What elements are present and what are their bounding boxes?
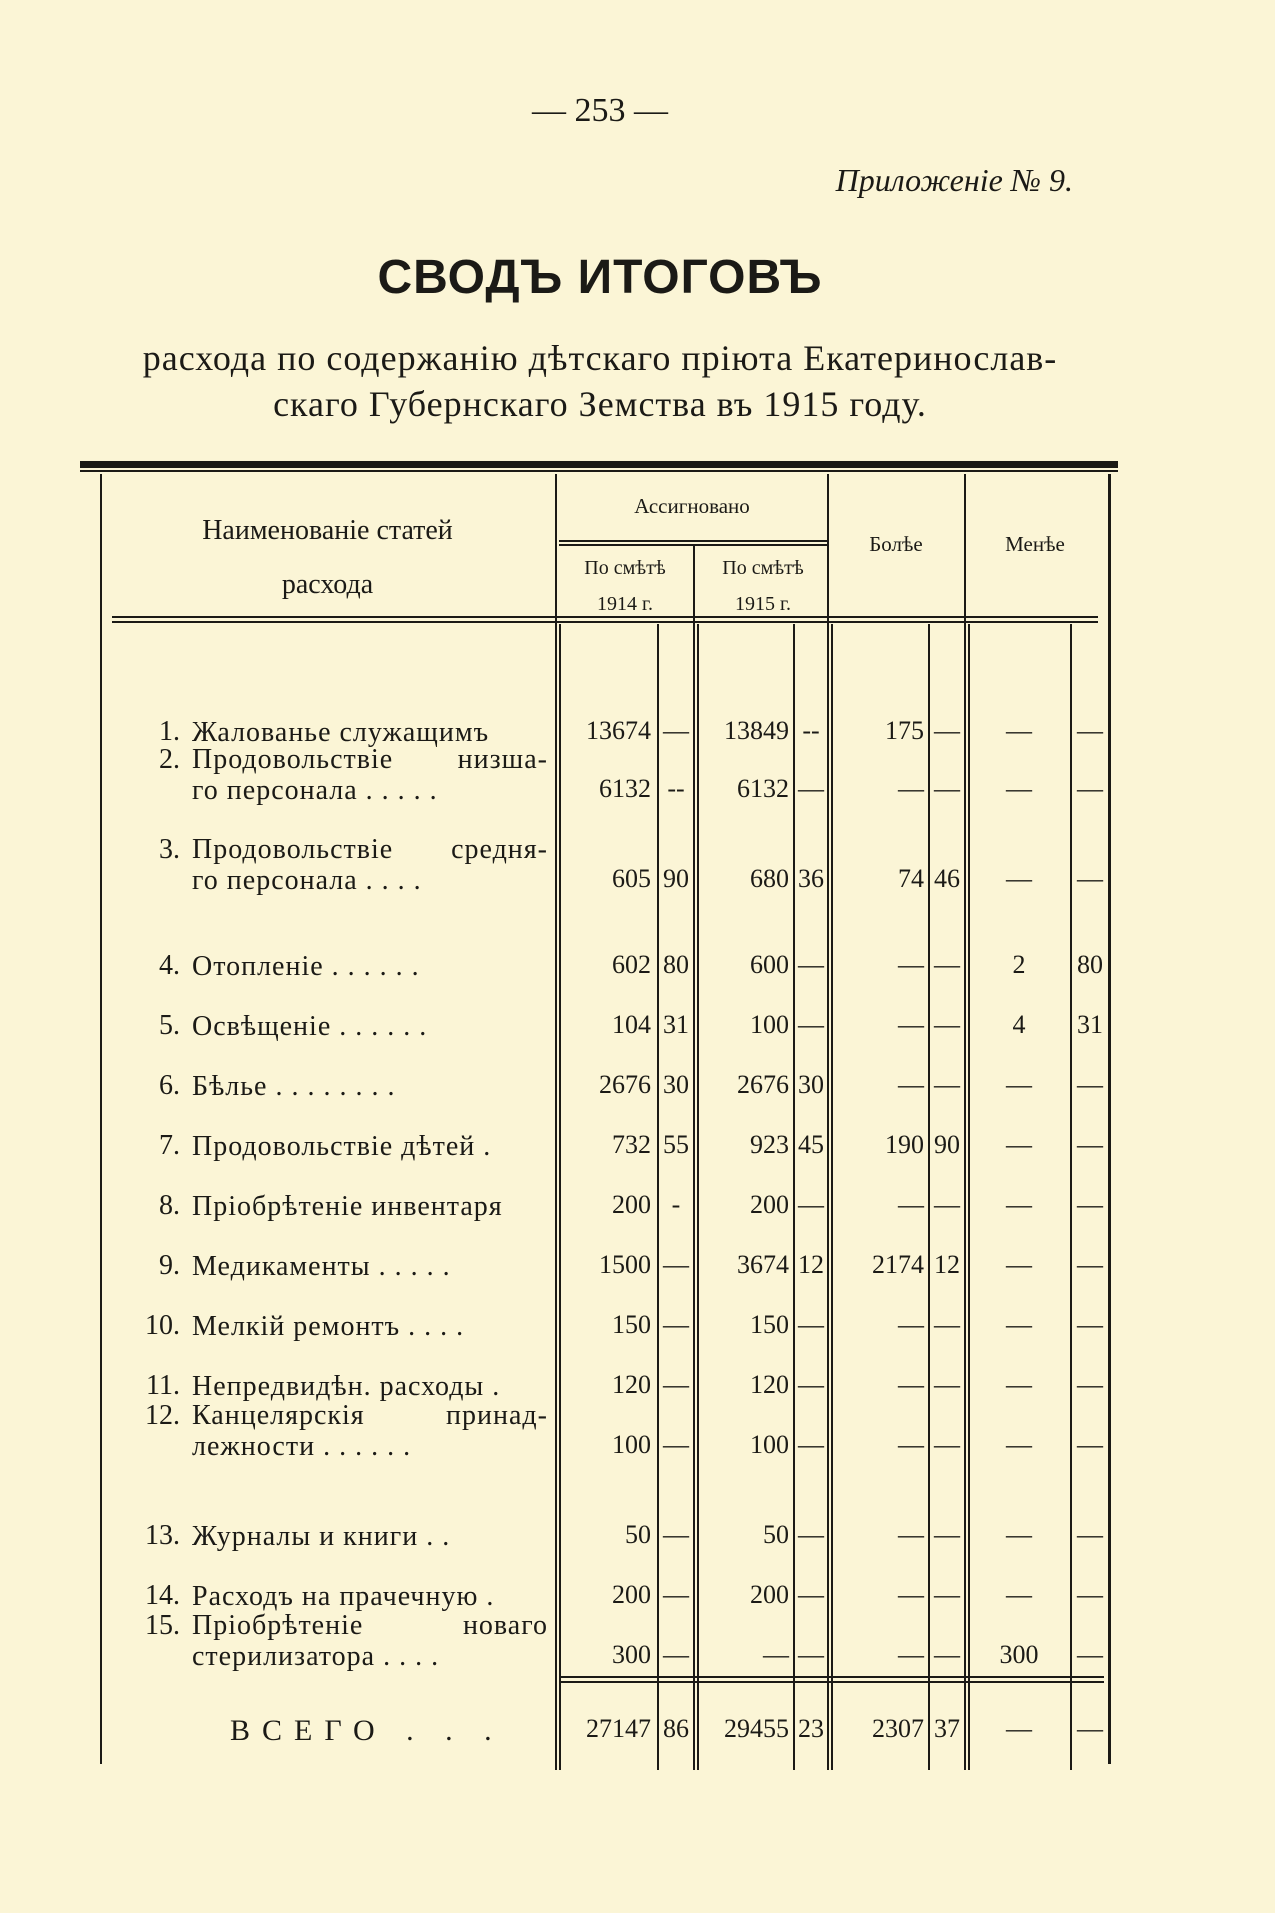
subtitle-line-2: скаго Губернскаго Земства въ 1915 году. (273, 384, 927, 424)
cell-1914-rub: 602 (612, 950, 651, 979)
cell-1914-kop: -- (667, 774, 685, 803)
row-item-name-line2: Бѣлье . . . . . . . . (192, 1071, 396, 1102)
cell-1914-kop: 80 (663, 950, 689, 979)
cell-1914-kop: — (663, 1430, 689, 1459)
cell-more-rub: — (898, 1580, 924, 1609)
row-item-name (192, 980, 548, 1043)
cell-less-rub: — (1006, 1310, 1032, 1339)
cell-more-kop: 46 (934, 864, 960, 893)
cell-less-rub: 2 (1012, 950, 1026, 979)
total-top-rule (559, 1676, 1104, 1678)
col-divider-more (827, 474, 829, 1770)
cell-less-kop: — (1077, 1580, 1103, 1609)
cell-less-rub: — (1006, 1370, 1032, 1399)
cell-less-rub: — (1006, 1070, 1032, 1099)
cell-1914-rub: 605 (612, 864, 651, 893)
total-top-rule-2 (559, 1681, 1104, 1683)
row-number: 4. (159, 950, 180, 981)
row-item-name-line1 (192, 686, 548, 717)
document-title: СВОДЪ ИТОГОВЪ (377, 251, 823, 304)
cell-1914-rub: 13674 (586, 716, 651, 745)
row-item-name-line2: стерилизатора . . . . (192, 1641, 440, 1672)
cell-1914-kop: - (671, 1190, 681, 1219)
header-estimate-1914 (557, 550, 693, 622)
row-number: 14. (145, 1580, 180, 1611)
header-item-name (100, 504, 555, 612)
row-item-name (192, 1490, 548, 1553)
cell-less-rub: — (1006, 1130, 1032, 1159)
cell-less-rub: 4 (1012, 1010, 1026, 1039)
cell-1915-kop: — (798, 1190, 824, 1219)
cell-1915-kop: — (798, 774, 824, 803)
row-number: 9. (159, 1250, 180, 1281)
row-item-name-line2: Освѣщенiе . . . . . . (192, 1011, 428, 1042)
cell-1914-kop: 55 (663, 1130, 689, 1159)
cell-more-rub: — (898, 1520, 924, 1549)
row-item-name (192, 686, 548, 749)
cell-1915-rub: — (763, 1640, 789, 1669)
cell-1914-rub: 200 (612, 1190, 651, 1219)
cell-more-rub: — (898, 1370, 924, 1399)
cell-1915-kop: 30 (798, 1070, 824, 1099)
cell-less-rub: — (1006, 864, 1032, 893)
cell-1915-kop: — (798, 1010, 824, 1039)
header-estimate-1915-text: По смѣтѣ 1915 г. (722, 557, 804, 615)
cell-1914-rub: 120 (612, 1370, 651, 1399)
row-number: 11. (146, 1370, 180, 1401)
cell-less-kop: — (1077, 864, 1103, 893)
row-item-name-line1 (192, 920, 548, 951)
cell-1915-kop: 36 (798, 864, 824, 893)
cell-less-kop: 80 (1077, 950, 1103, 979)
cell-more-kop: — (934, 1010, 960, 1039)
row-item-name-line2: Расходъ на прачечную . (192, 1581, 495, 1612)
row-number: 7. (159, 1130, 180, 1161)
subtitle-line-1: расхода по содержанiю дѣтскаго прiюта Екатеринослав- (142, 338, 1058, 378)
header-item-name-text: Наименованiе статей расхода (202, 515, 453, 600)
total-1914-rub: 27147 (586, 1714, 651, 1743)
cell-less-kop: — (1077, 1640, 1103, 1669)
row-item-name-line1 (192, 1280, 548, 1311)
cell-more-kop: — (934, 1070, 960, 1099)
total-label: ВСЕГО . . . (230, 1714, 504, 1747)
row-item-name-line2: го персонала . . . . . (192, 775, 438, 806)
row-item-name-line2: го персонала . . . . (192, 865, 422, 896)
cell-1915-kop: 45 (798, 1130, 824, 1159)
cell-less-kop: — (1077, 1520, 1103, 1549)
cell-1914-kop: — (663, 1520, 689, 1549)
total-more-rub: 2307 (872, 1714, 924, 1743)
cell-1914-kop: — (663, 1640, 689, 1669)
cell-more-rub: — (898, 1430, 924, 1459)
row-item-name (192, 920, 548, 983)
cell-more-rub: 2174 (872, 1250, 924, 1279)
assigned-underline (559, 540, 827, 542)
row-item-name-line1 (192, 980, 548, 1011)
page-number: — 253 — (532, 92, 668, 129)
total-1914-kop: 86 (663, 1714, 689, 1743)
cell-1914-kop: — (663, 1310, 689, 1339)
cell-1915-kop: 12 (798, 1250, 824, 1279)
cell-more-kop: — (934, 1640, 960, 1669)
cell-more-kop: — (934, 716, 960, 745)
assigned-underline-2 (559, 544, 827, 546)
cell-1914-kop: 90 (663, 864, 689, 893)
row-item-name-line2: Жалованье служащимъ (192, 717, 490, 748)
row-item-name-line2: Отопленiе . . . . . . (192, 951, 420, 982)
cell-1915-rub: 923 (750, 1130, 789, 1159)
cell-1915-kop: -- (802, 716, 820, 745)
row-item-name (192, 1160, 548, 1223)
row-item-name-line1 (192, 1040, 548, 1071)
cell-less-kop: — (1077, 1370, 1103, 1399)
cell-more-rub: 175 (885, 716, 924, 745)
total-more-kop: 37 (934, 1714, 960, 1743)
row-item-name-line1 (192, 1550, 548, 1581)
cell-less-rub: — (1006, 1520, 1032, 1549)
total-less-kop: — (1077, 1714, 1103, 1743)
cell-more-rub: 190 (885, 1130, 924, 1159)
row-number: 3. (159, 834, 180, 865)
cell-1915-rub: 13849 (724, 716, 789, 745)
row-number: 2. (159, 744, 180, 775)
cell-1914-rub: 100 (612, 1430, 651, 1459)
table-total-row (100, 1714, 1112, 1754)
cell-1915-kop: — (798, 1370, 824, 1399)
cell-more-kop: — (934, 1310, 960, 1339)
cell-1914-rub: 1500 (599, 1250, 651, 1279)
cell-1915-kop: — (798, 1430, 824, 1459)
cell-more-kop: — (934, 1190, 960, 1219)
header-assigned: Ассигновано (634, 494, 750, 518)
row-number: 5. (159, 1010, 180, 1041)
cell-more-rub: — (898, 1010, 924, 1039)
row-item-name-line1 (192, 1100, 548, 1131)
row-item-name-line2: Журналы и книги . . (192, 1521, 451, 1552)
row-item-name-line1 (192, 1160, 548, 1191)
row-item-name (192, 1550, 548, 1613)
cell-less-kop: — (1077, 1070, 1103, 1099)
cell-1915-rub: 120 (750, 1370, 789, 1399)
cell-1915-rub: 680 (750, 864, 789, 893)
summary-table (100, 474, 1112, 1770)
cell-1914-kop: — (663, 1580, 689, 1609)
cell-less-kop: — (1077, 1310, 1103, 1339)
cell-1915-rub: 50 (763, 1520, 789, 1549)
cell-1915-kop: — (798, 1310, 824, 1339)
appendix-label: Приложенiе № 9. (835, 162, 1073, 198)
cell-1914-rub: 6132 (599, 774, 651, 803)
cell-1915-rub: 150 (750, 1310, 789, 1339)
cell-1915-rub: 100 (750, 1430, 789, 1459)
cell-1915-kop: — (798, 950, 824, 979)
cell-1915-kop: — (798, 1580, 824, 1609)
cell-1914-rub: 2676 (599, 1070, 651, 1099)
cell-1915-rub: 100 (750, 1010, 789, 1039)
header-less: Менѣе (1005, 532, 1065, 556)
cell-1914-rub: 150 (612, 1310, 651, 1339)
row-item-name-line2: Медикаменты . . . . . (192, 1251, 451, 1282)
cell-more-rub: — (898, 950, 924, 979)
cell-1915-rub: 200 (750, 1190, 789, 1219)
total-1915-rub: 29455 (724, 1714, 789, 1743)
row-item-name (192, 1040, 548, 1103)
header-estimate-1915 (695, 550, 831, 622)
cell-less-rub: — (1006, 1250, 1032, 1279)
cell-more-rub: — (898, 1310, 924, 1339)
cell-1914-rub: 104 (612, 1010, 651, 1039)
header-estimate-1914-text: По смѣтѣ 1914 г. (584, 557, 666, 615)
row-item-name (192, 744, 548, 807)
cell-less-kop: — (1077, 716, 1103, 745)
cell-1915-rub: 200 (750, 1580, 789, 1609)
cell-less-rub: — (1006, 1580, 1032, 1609)
cell-1914-kop: — (663, 1370, 689, 1399)
cell-1915-kop: — (798, 1520, 824, 1549)
row-number: 6. (159, 1070, 180, 1101)
row-item-name-line2: Непредвидѣн. расходы . (192, 1371, 501, 1402)
cell-more-kop: — (934, 1580, 960, 1609)
cell-more-rub: — (898, 1190, 924, 1219)
cell-less-rub: — (1006, 1190, 1032, 1219)
row-item-name-line1 (192, 1490, 548, 1521)
cell-less-kop: — (1077, 1250, 1103, 1279)
cell-more-rub: — (898, 1070, 924, 1099)
table-top-rule-thin (80, 470, 1118, 472)
cell-less-rub: — (1006, 1430, 1032, 1459)
cell-1915-rub: 3674 (737, 1250, 789, 1279)
row-item-name-line2: Мелкiй ремонтъ . . . . (192, 1311, 465, 1342)
row-item-name (192, 1280, 548, 1343)
row-number: 8. (159, 1190, 180, 1221)
cell-1914-kop: — (663, 1250, 689, 1279)
cell-more-kop: — (934, 950, 960, 979)
row-item-name-line1: Продовольствiе средня- (192, 834, 548, 865)
header-more: Болѣе (869, 532, 923, 556)
cell-1914-rub: 200 (612, 1580, 651, 1609)
row-item-name (192, 1610, 548, 1673)
row-item-name-line1: Прiобрѣтенiе новаго (192, 1610, 548, 1641)
cell-1914-kop: — (663, 716, 689, 745)
cell-1914-rub: 50 (625, 1520, 651, 1549)
cell-less-rub: — (1006, 774, 1032, 803)
cell-more-rub: 74 (898, 864, 924, 893)
cell-less-rub: — (1006, 716, 1032, 745)
table-border-left (100, 474, 102, 1764)
cell-1915-rub: 2676 (737, 1070, 789, 1099)
row-number: 12. (145, 1400, 180, 1431)
cell-more-kop: 12 (934, 1250, 960, 1279)
total-1915-kop: 23 (798, 1714, 824, 1743)
cell-less-kop: — (1077, 1190, 1103, 1219)
row-item-name-line2: лежности . . . . . . (192, 1431, 412, 1462)
row-number: 10. (145, 1310, 180, 1341)
cell-more-kop: 90 (934, 1130, 960, 1159)
col-divider-name (555, 474, 557, 1770)
cell-less-kop: — (1077, 1130, 1103, 1159)
cell-more-kop: — (934, 1370, 960, 1399)
cell-more-kop: — (934, 1430, 960, 1459)
row-number: 1. (159, 716, 180, 747)
cell-more-kop: — (934, 774, 960, 803)
cell-1915-kop: — (798, 1640, 824, 1669)
cell-1915-rub: 6132 (737, 774, 789, 803)
cell-1914-rub: 300 (612, 1640, 651, 1669)
row-number: 13. (145, 1520, 180, 1551)
col-divider-1914-1915 (693, 544, 695, 1770)
table-border-right (1108, 474, 1111, 1764)
cell-more-kop: — (934, 1520, 960, 1549)
row-item-name-line1: Продовольствiе низша- (192, 744, 548, 775)
row-item-name-line1 (192, 1340, 548, 1371)
cell-1914-kop: 31 (663, 1010, 689, 1039)
cell-1914-kop: 30 (663, 1070, 689, 1099)
row-item-name-line2: Прiобрѣтенiе инвентаря (192, 1191, 503, 1222)
row-item-name-line1 (192, 1220, 548, 1251)
cell-more-rub: — (898, 1640, 924, 1669)
cell-less-kop: 31 (1077, 1010, 1103, 1039)
cell-more-rub: — (898, 774, 924, 803)
cell-less-rub: 300 (999, 1640, 1039, 1669)
row-item-name-line2: Продовольствiе дѣтей . (192, 1131, 492, 1162)
cell-less-kop: — (1077, 1430, 1103, 1459)
row-item-name-line1: Канцелярскiя принад- (192, 1400, 548, 1431)
row-item-name (192, 1100, 548, 1163)
row-number: 15. (145, 1610, 180, 1641)
table-top-rule (80, 461, 1118, 468)
row-item-name (192, 1340, 548, 1403)
row-item-name (192, 1400, 548, 1463)
cell-1915-rub: 600 (750, 950, 789, 979)
cell-1914-rub: 732 (612, 1130, 651, 1159)
total-less-rub: — (1006, 1714, 1032, 1743)
row-item-name (192, 1220, 548, 1283)
row-item-name (192, 834, 548, 897)
cell-less-kop: — (1077, 774, 1103, 803)
col-divider-less (964, 474, 966, 1770)
